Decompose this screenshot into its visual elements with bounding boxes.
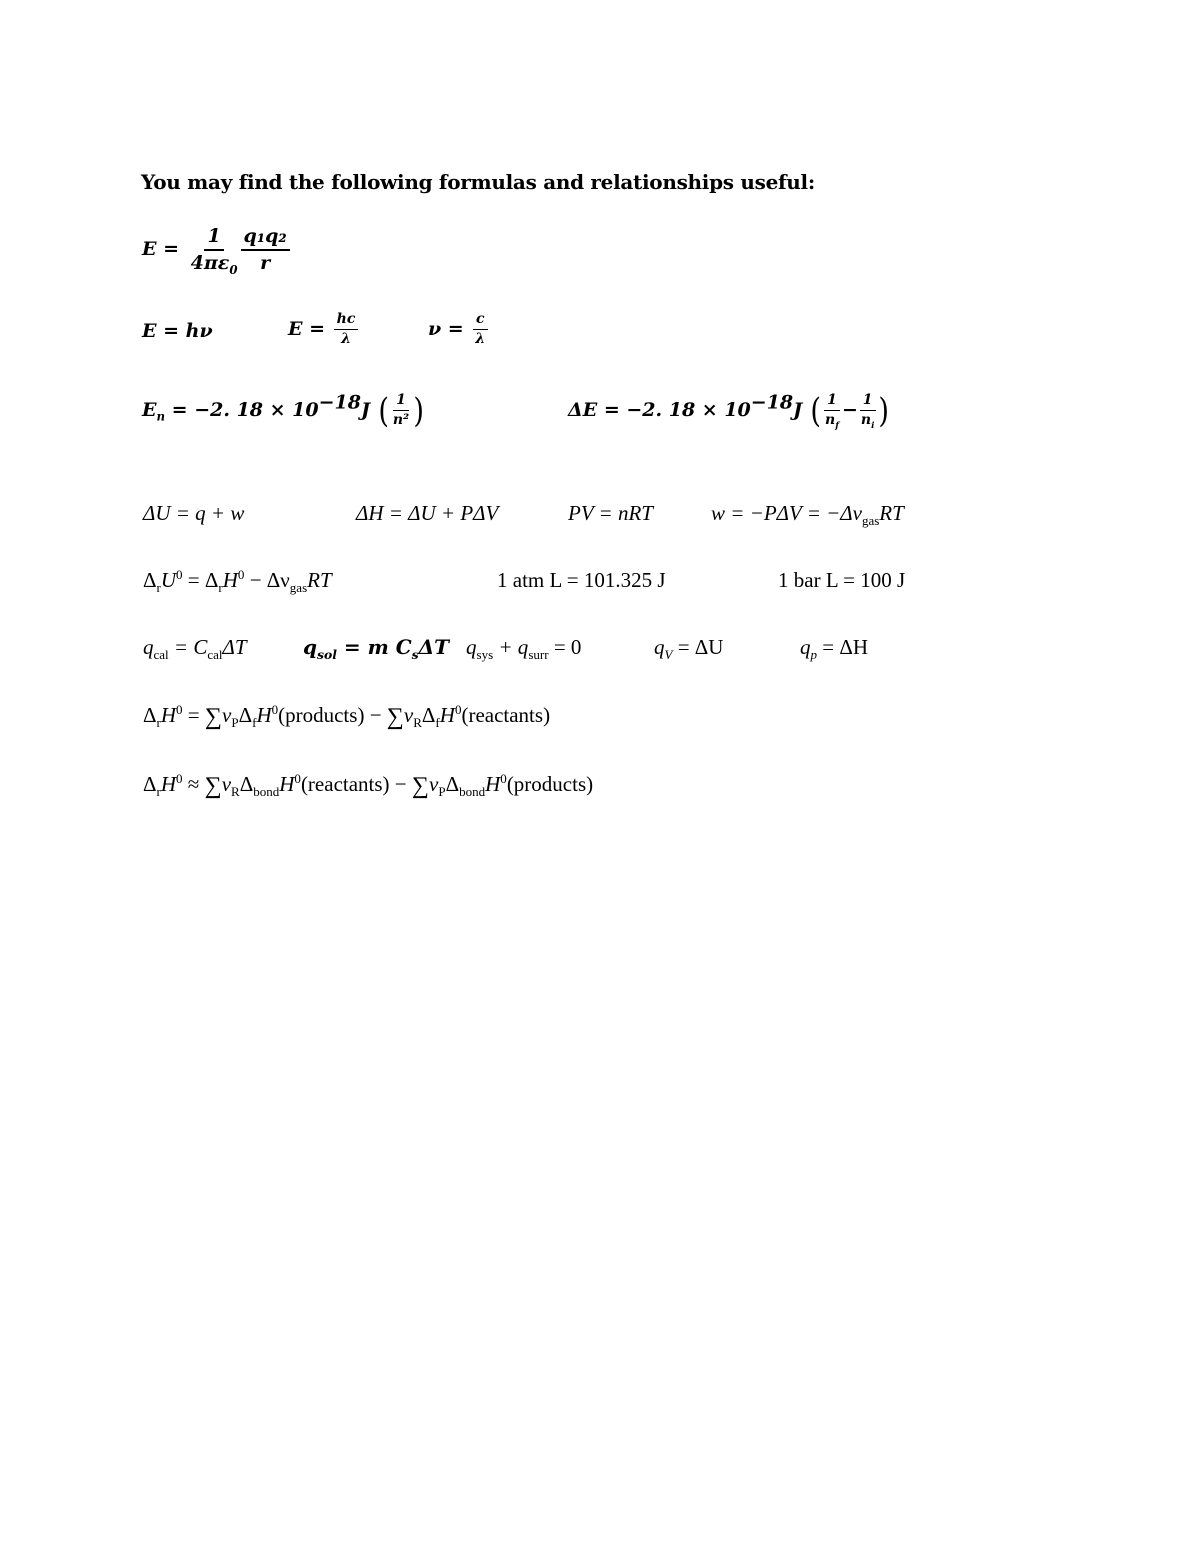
bohr-transition-formula: ΔE = −2. $18 \times 10^{-18}J$ ( $\frac{1}{n_f}$ − $\frac{1}{n_i}$ ) [568, 390, 890, 432]
bond-enthalpy-formula: $\Delta_rH^0$ ≈ $\sum\nu_R\Delta_{bond}H^0(reactants)$ − $\sum\nu_P\Delta_{bond}H^0(products)$ [143, 771, 594, 800]
solution-heat-formula: $q_{sol} = m$ $C_s\Delta T$ [303, 635, 450, 662]
calorimeter-heat-formula: $q_{cal} = C_{cal}\Delta T$ [143, 635, 247, 663]
energy-wavelength-formula: E = $\frac{hc}{\lambda}$ [288, 312, 360, 348]
constant-volume-heat-formula: $q_V = \Delta U$ [654, 635, 724, 663]
enthalpy-formula: ΔH = ΔU + PΔV [356, 501, 499, 525]
ideal-gas-formula: PV = nRT [568, 501, 653, 525]
frequency-formula: ν = $\frac{c}{\lambda}$ [428, 312, 490, 348]
standard-internal-energy-formula: $\Delta_rU^0 = \Delta_rH^0 - \Delta\nu_{gas}RT$ [143, 567, 332, 596]
heat-balance-formula: $q_{sys} + q_{surr} = 0$ [466, 635, 582, 663]
hess-law-formula: $\Delta_rH^0$ = $\sum\nu_P\Delta_fH^0(products)$ − $\sum\nu_R\Delta_fH^0(reactants)$ [143, 702, 551, 731]
atm-conversion: 1 atm L = 101.325 J [497, 568, 666, 592]
bar-conversion: 1 bar L = 100 J [778, 568, 906, 592]
first-law-formula: ΔU = q + w [143, 501, 245, 525]
work-formula: $w = -P\Delta V = -\Delta\nu_{gas}RT$ [711, 501, 904, 529]
coulomb-law-formula: E = $\frac{1}{4\pi\varepsilon_0}$ $\frac{\text{q₁q₂}}{r}$ [142, 226, 292, 274]
photon-energy-formula: E = hν [142, 320, 213, 342]
constant-pressure-heat-formula: $q_p = \Delta H$ [800, 635, 869, 663]
page-heading: You may find the following formulas and relationships useful: [141, 170, 815, 194]
bohr-energy-level-formula: $E_n = -2$. $18 \times 10^{-18}J$ ( $\frac{1}{\text{n²}}$ ) [142, 390, 425, 431]
